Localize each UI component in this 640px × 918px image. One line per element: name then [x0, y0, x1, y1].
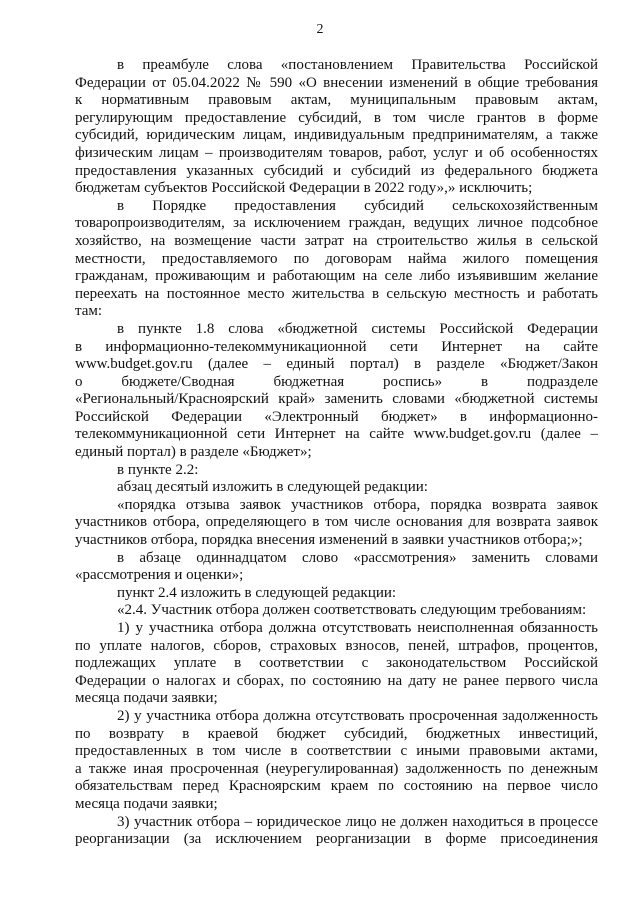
- text-line: в пункте 2.2:: [117, 461, 199, 478]
- text-line: в Порядке предоставления субсидий сельскохозяйственным: [117, 197, 598, 214]
- text-line: в преамбуле слова «постановлением Правительства Российской: [117, 57, 598, 73]
- text-line: 1) у участника отбора должна отсутствовать неисполненная обязанность: [117, 620, 598, 636]
- text-line: местности, предоставляемого по договорам найма жилого помещения: [75, 250, 598, 267]
- text-line: 2) у участника отбора должна отсутствовать просроченная задолженность: [117, 707, 598, 724]
- text-line: «рассмотрения и оценки»;: [75, 567, 244, 584]
- text-line: к нормативным правовым актам, муниципальным правовым актам,: [75, 92, 598, 109]
- text-line: предоставленных в том числе в соответствии с иными правовыми актами,: [75, 743, 598, 760]
- text-line: абзац десятый изложить в следующей редакции:: [117, 479, 428, 496]
- text-line: единый портал) в разделе «Бюджет»;: [75, 444, 312, 461]
- text-line: по уплате налогов, сборов, страховых взносов, пеней, штрафов, процентов,: [75, 637, 598, 654]
- text-line: переехать на постоянное место жительства в сельскую местность и работать: [75, 285, 598, 302]
- text-line: бюджетам субъектов Российской Федерации в 2022 году»,» исключить;: [75, 180, 533, 197]
- text-line: физическим лицам – производителям товаров, работ, услуг и об особенностях: [75, 144, 598, 161]
- text-line: Российской Федерации «Электронный бюджет» в информационно-: [75, 408, 598, 425]
- text-line: телекоммуникационной сети Интернет на сайте www.budget.gov.ru (далее –: [75, 426, 598, 443]
- text-line: участников отбора, определяющего в том числе основания для возврата заявок: [75, 514, 598, 531]
- text-line: регулирующим предоставление субсидий, в том числе грантов в форме: [75, 109, 598, 126]
- text-line: www.budget.gov.ru (далее – единый портал) в разделе «Бюджет/Закон: [75, 356, 598, 373]
- text-line: в пункте 1.8 слова «бюджетной системы Российской Федерации: [117, 320, 598, 337]
- text-line: в информационно-телекоммуникационной сети Интернет на сайте: [75, 338, 598, 355]
- text-line: по возврату в краевой бюджет субсидий, бюджетных инвестиций,: [75, 725, 598, 742]
- text-line: месяца подачи заявки;: [75, 795, 218, 812]
- text-line: месяца подачи заявки;: [75, 690, 218, 707]
- document-body: [75, 57, 598, 849]
- text-line: там:: [75, 303, 103, 320]
- text-line: «2.4. Участник отбора должен соответствовать следующим требованиям:: [117, 602, 587, 619]
- text-line: подлежащих уплате в соответствии с законодательством Российской: [75, 655, 598, 672]
- text-line: участников отбора, порядка внесения изменений в заявки участников отбора;»;: [75, 532, 583, 549]
- text-line: 3) участник отбора – юридическое лицо не должен находиться в процессе: [117, 813, 598, 830]
- text-line: субсидий, юридическим лицам, индивидуальным предпринимателям, а также: [75, 127, 598, 144]
- text-line: товаропроизводителям, за исключением граждан, ведущих личное подсобное: [75, 215, 598, 232]
- text-line: о бюджете/Сводная бюджетная роспись» в подразделе: [75, 373, 598, 390]
- text-line: пункт 2.4 изложить в следующей редакции:: [117, 584, 397, 601]
- text-line: предоставления указанных субсидий и субсидий из федерального бюджета: [75, 162, 598, 179]
- text-line: Федерации о налогах и сборах, по состоянию на дату не ранее первого числа: [75, 672, 598, 689]
- text-line: Федерации от 05.04.2022 № 590 «О внесении изменений в общие требования: [75, 74, 598, 91]
- page-number: 2: [316, 22, 324, 37]
- text-line: «Региональный/Красноярский край» заменить словами «бюджетной системы: [75, 391, 598, 408]
- text-line: реорганизации (за исключением реорганизации в форме присоединения: [75, 831, 598, 848]
- text-line: в абзаце одиннадцатом слово «рассмотрения» заменить словами: [117, 549, 598, 566]
- text-line: гражданам, проживающим и работающим на селе либо изъявившим желание: [75, 268, 598, 285]
- text-line: а также иная просроченная (неурегулированная) задолженность по денежным: [75, 760, 598, 777]
- text-line: обязательствам перед Красноярским краем по состоянию на первое число: [75, 778, 598, 795]
- text-line: хозяйство, на возмещение части затрат на строительство жилья в сельской: [75, 232, 598, 249]
- text-line: «порядка отзыва заявок участников отбора, порядка возврата заявок: [117, 496, 598, 513]
